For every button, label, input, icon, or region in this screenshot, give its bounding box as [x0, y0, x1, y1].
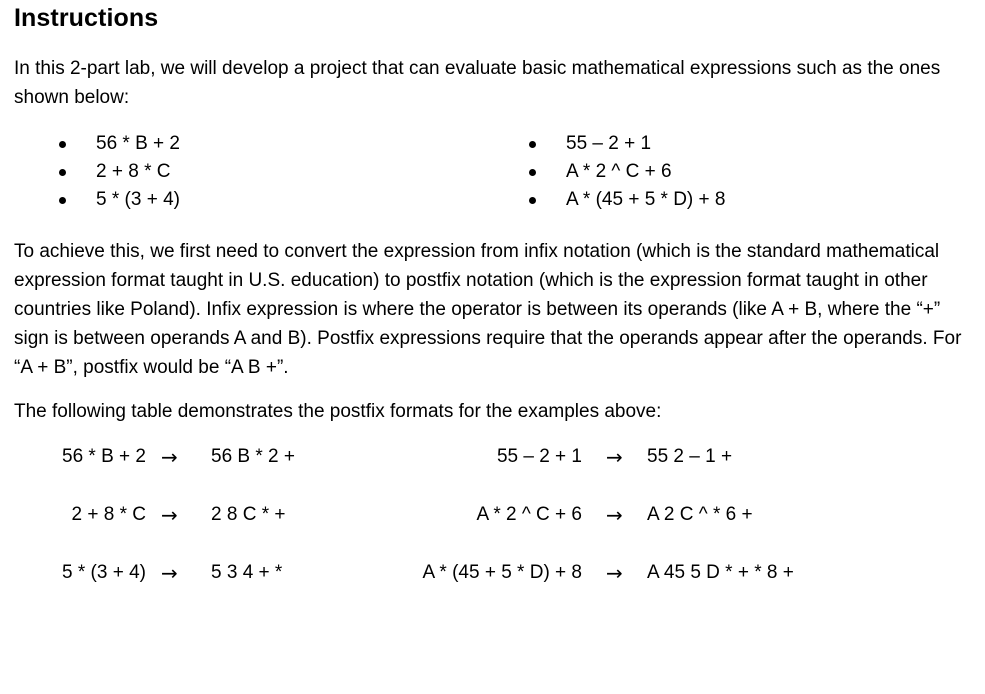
list-item: [59, 158, 180, 186]
list-item: [529, 158, 725, 186]
bullet-column-right: [529, 130, 725, 214]
expression-text: A * (45 + 5 * D) + 8: [566, 189, 726, 210]
list-item: [59, 186, 180, 214]
table-lead-paragraph: The following table demonstrates the postfix formats for the examples above:: [14, 401, 662, 422]
postfix-expression: A 2 C ^ * 6 +: [647, 504, 753, 525]
infix-expression: 55 – 2 + 1: [496, 446, 582, 467]
postfix-expression: 5 3 4 + *: [211, 562, 283, 583]
table-row: [14, 558, 964, 588]
infix-expression: 56 * B + 2: [62, 446, 146, 467]
postfix-expression: 55 2 – 1 +: [647, 446, 733, 467]
expression-text: 2 + 8 * C: [96, 161, 171, 182]
arrow-right-icon: →: [161, 503, 178, 527]
expression-text: A * 2 ^ C + 6: [566, 161, 672, 182]
arrow-right-icon: →: [606, 503, 623, 527]
infix-expression: A * (45 + 5 * D) + 8: [422, 562, 582, 583]
postfix-expression: 56 B * 2 +: [211, 446, 295, 467]
list-item: [529, 130, 725, 158]
arrow-right-icon: →: [606, 561, 623, 585]
table-row: [14, 442, 964, 472]
arrow-right-icon: →: [161, 445, 178, 469]
bullet-icon: [529, 141, 536, 148]
bullet-icon: [529, 197, 536, 204]
intro-paragraph: In this 2-part lab, we will develop a project that can evaluate basic mathematical expressions such as the ones shown below:: [14, 58, 941, 108]
list-item: [529, 186, 725, 214]
arrow-right-icon: →: [161, 561, 178, 585]
postfix-expression: A 45 5 D * + * 8 +: [647, 562, 794, 583]
expression-text: 5 * (3 + 4): [96, 189, 180, 210]
list-item: [59, 130, 180, 158]
expression-text: 56 * B + 2: [96, 133, 180, 154]
bullet-column-left: [59, 130, 180, 214]
bullet-icon: [59, 197, 66, 204]
bullet-icon: [529, 169, 536, 176]
page-title: Instructions: [14, 4, 159, 32]
infix-expression: 2 + 8 * C: [71, 504, 146, 525]
conversion-table: [14, 440, 964, 590]
postfix-expression: 2 8 C * +: [211, 504, 286, 525]
infix-expression: 5 * (3 + 4): [62, 562, 146, 583]
explanation-paragraph: To achieve this, we first need to convert the expression from infix notation (which is the standard mathematical expression format taught in U.S. education) to postfix notation (which is the expression format taught in other countries like Poland). Infix expression is where the operator is between its operands (like A + B, where the “+” sign is between operands A and B). Postfix expressions require that the operands appear after the operands. For “A + B”, postfix would be “A B +”.: [14, 241, 962, 378]
table-row: [14, 500, 964, 530]
arrow-right-icon: →: [606, 445, 623, 469]
example-bullet-list: [14, 130, 964, 218]
bullet-icon: [59, 169, 66, 176]
infix-expression: A * 2 ^ C + 6: [476, 504, 582, 525]
bullet-icon: [59, 141, 66, 148]
expression-text: 55 – 2 + 1: [566, 133, 652, 154]
